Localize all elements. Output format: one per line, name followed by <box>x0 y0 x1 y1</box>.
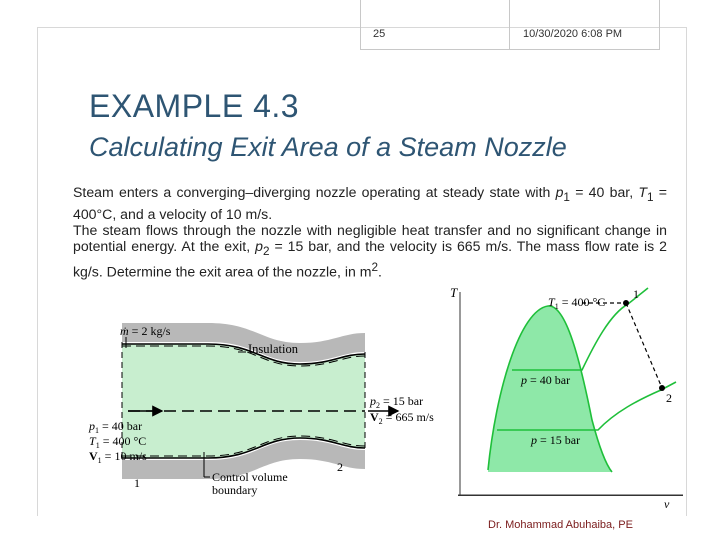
control-volume-label: boundary <box>212 483 258 497</box>
exit-pressure-label: $p_2 = 15$ bar <box>370 394 424 410</box>
problem-paragraph-1: Steam enters a converging–diverging nozzle operating at steady state with $p_1 = 40$ bar, $T_1 = 400^\circ C$, and a velocity of 10 m/s. <box>73 184 667 222</box>
state-1-label: 1 <box>633 287 639 301</box>
nozzle-figure <box>88 323 434 497</box>
axis-t-label: T <box>450 285 458 300</box>
inlet-temperature-label: $T_1 = 400$ °C <box>89 434 147 450</box>
tv-diagram <box>450 285 683 511</box>
state-2-label: 2 <box>337 460 343 474</box>
footer-author: Dr. Mohammad Abuhaiba, PE <box>488 519 633 531</box>
state-1-label: 1 <box>134 476 140 490</box>
saturation-dome <box>488 306 612 472</box>
mass-flow-label: ṁ = 2 kg/s <box>120 324 171 338</box>
footer-rule <box>458 495 683 496</box>
isobar-40-label: p = 40 bar <box>521 373 571 387</box>
example-subtitle: Calculating Exit Area of a Steam Nozzle <box>89 132 567 162</box>
state-2-label: 2 <box>666 391 672 405</box>
isobar-15-label: p = 15 bar <box>531 433 581 447</box>
exit-velocity-label: $V_2 = 665$ m/s <box>370 410 434 426</box>
process-line <box>626 303 662 388</box>
insulation-label: Insulation <box>248 342 298 356</box>
t1-label: $T_1 = 400$ °C <box>548 295 606 311</box>
state-2-point <box>659 385 665 391</box>
control-volume-label: Control volume <box>212 470 288 484</box>
slide-number: 25 <box>373 28 386 40</box>
example-title: EXAMPLE 4.3 <box>89 88 300 124</box>
slide-datetime: 10/30/2020 6:08 PM <box>523 28 623 40</box>
inlet-velocity-label: $V_1 = 10$ m/s <box>89 449 147 465</box>
problem-paragraph-2: The steam flows through the nozzle with negligible heat transfer and no significant change in potential energy. At the exit, $p_2 = 15$ bar, and the velocity is 665 m/s. The mass flow rate is 2 kg/s. Determine the exit area of the nozzle, in $m^2$. <box>73 221 667 280</box>
inlet-pressure-label: $p_1 = 40$ bar <box>89 419 143 435</box>
state-1-point <box>623 300 629 306</box>
axis-v-label: v <box>664 497 670 511</box>
